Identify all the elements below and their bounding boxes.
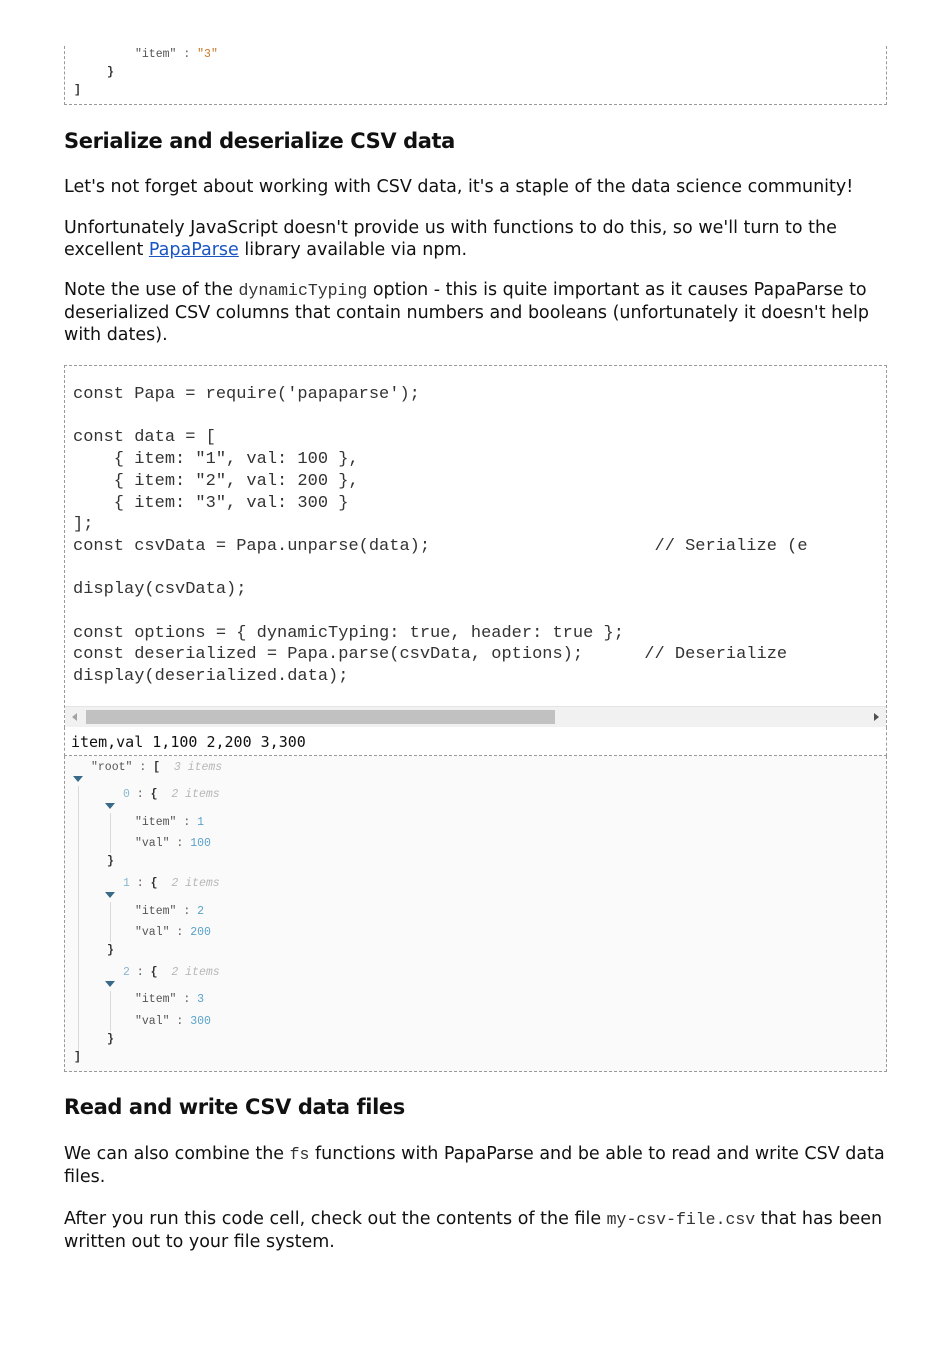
json-entry: "item" : 1 xyxy=(135,816,205,829)
papaparse-link[interactable]: PapaParse xyxy=(148,240,239,260)
collapse-caret-icon[interactable] xyxy=(73,776,83,782)
section-heading-csv: Serialize and deserialize CSV data xyxy=(64,129,455,153)
json-entry: "val" : 100 xyxy=(135,837,211,850)
json-entry: "val" : 200 xyxy=(135,926,211,939)
inline-code-dynamictyping: dynamicTyping xyxy=(238,281,368,300)
paragraph-fs-intro: We can also combine the fs functions with PapaParse and be able to read and write CSV data files. xyxy=(64,1144,885,1187)
json-object-close: } xyxy=(107,855,114,868)
json-object-close: } xyxy=(107,1033,114,1046)
inline-code-fs: fs xyxy=(289,1145,310,1164)
tree-guide-line xyxy=(110,813,111,853)
horizontal-scrollbar[interactable] xyxy=(65,706,886,727)
json-object-close: } xyxy=(107,944,114,957)
tree-guide-line xyxy=(110,991,111,1031)
json-entry: "val" : 300 xyxy=(135,1015,211,1028)
paragraph-csv-intro: Let's not forget about working with CSV data, it's a staple of the data science community! xyxy=(64,177,854,197)
paragraph-papaparse: Unfortunately JavaScript doesn't provide us with functions to do this, so we'll turn to the excellent PapaParse library available via npm. xyxy=(64,218,837,260)
inline-code-filename: my-csv-file.csv xyxy=(606,1210,756,1229)
json-entry: "item" : 3 xyxy=(135,993,205,1006)
collapse-caret-icon[interactable] xyxy=(105,981,115,987)
json-object-row: 2 : { 2 items xyxy=(123,966,220,979)
json-key: "item" xyxy=(135,48,177,61)
json-tree-output xyxy=(64,756,887,1072)
tree-guide-line xyxy=(78,786,79,1054)
section-heading-files: Read and write CSV data files xyxy=(64,1095,405,1119)
json-entry: "item" : "3" xyxy=(135,48,218,61)
text-output xyxy=(64,727,887,756)
json-array-close: ] xyxy=(74,84,81,97)
code-cell[interactable] xyxy=(64,365,887,728)
json-object-row: 1 : { 2 items xyxy=(123,877,220,890)
previous-json-output xyxy=(64,46,887,105)
scroll-left-arrow-icon[interactable] xyxy=(72,713,77,721)
csv-output-text: item,val 1,100 2,200 3,300 xyxy=(71,733,306,751)
collapse-caret-icon[interactable] xyxy=(105,803,115,809)
json-entry: "item" : 2 xyxy=(135,905,205,918)
json-value: "3" xyxy=(197,48,218,61)
paragraph-file-written: After you run this code cell, check out the contents of the file my-csv-file.csv that has been written out to your file system. xyxy=(64,1209,883,1252)
json-object-close: } xyxy=(107,66,114,79)
json-root-row: "root" : [ 3 items xyxy=(91,761,223,774)
paragraph-dynamic-typing: Note the use of the dynamicTyping option - this is quite important as it causes PapaParse to deserialized CSV columns that contain numbers and booleans (unfortunately it doesn't help with dates). xyxy=(64,280,869,345)
scroll-right-arrow-icon[interactable] xyxy=(874,713,879,721)
json-object-row: 0 : { 2 items xyxy=(123,788,220,801)
tree-guide-line xyxy=(110,902,111,942)
json-array-close: ] xyxy=(74,1051,81,1064)
collapse-caret-icon[interactable] xyxy=(105,892,115,898)
code-editor[interactable]: const Papa = require('papaparse'); const data = [ { item: "1", val: 100 }, { item: "2", val: 200 }, { item: "3", val: 300 } ]; const csvData = Papa.unparse(data); // Serialize (e display(csvData); const options = { dynamicTyping: true, header: true }; const deserialized = Papa.parse(csvData, options); // Deserialize display(deserialized.data); xyxy=(73,385,808,687)
scrollbar-thumb[interactable] xyxy=(86,710,555,724)
